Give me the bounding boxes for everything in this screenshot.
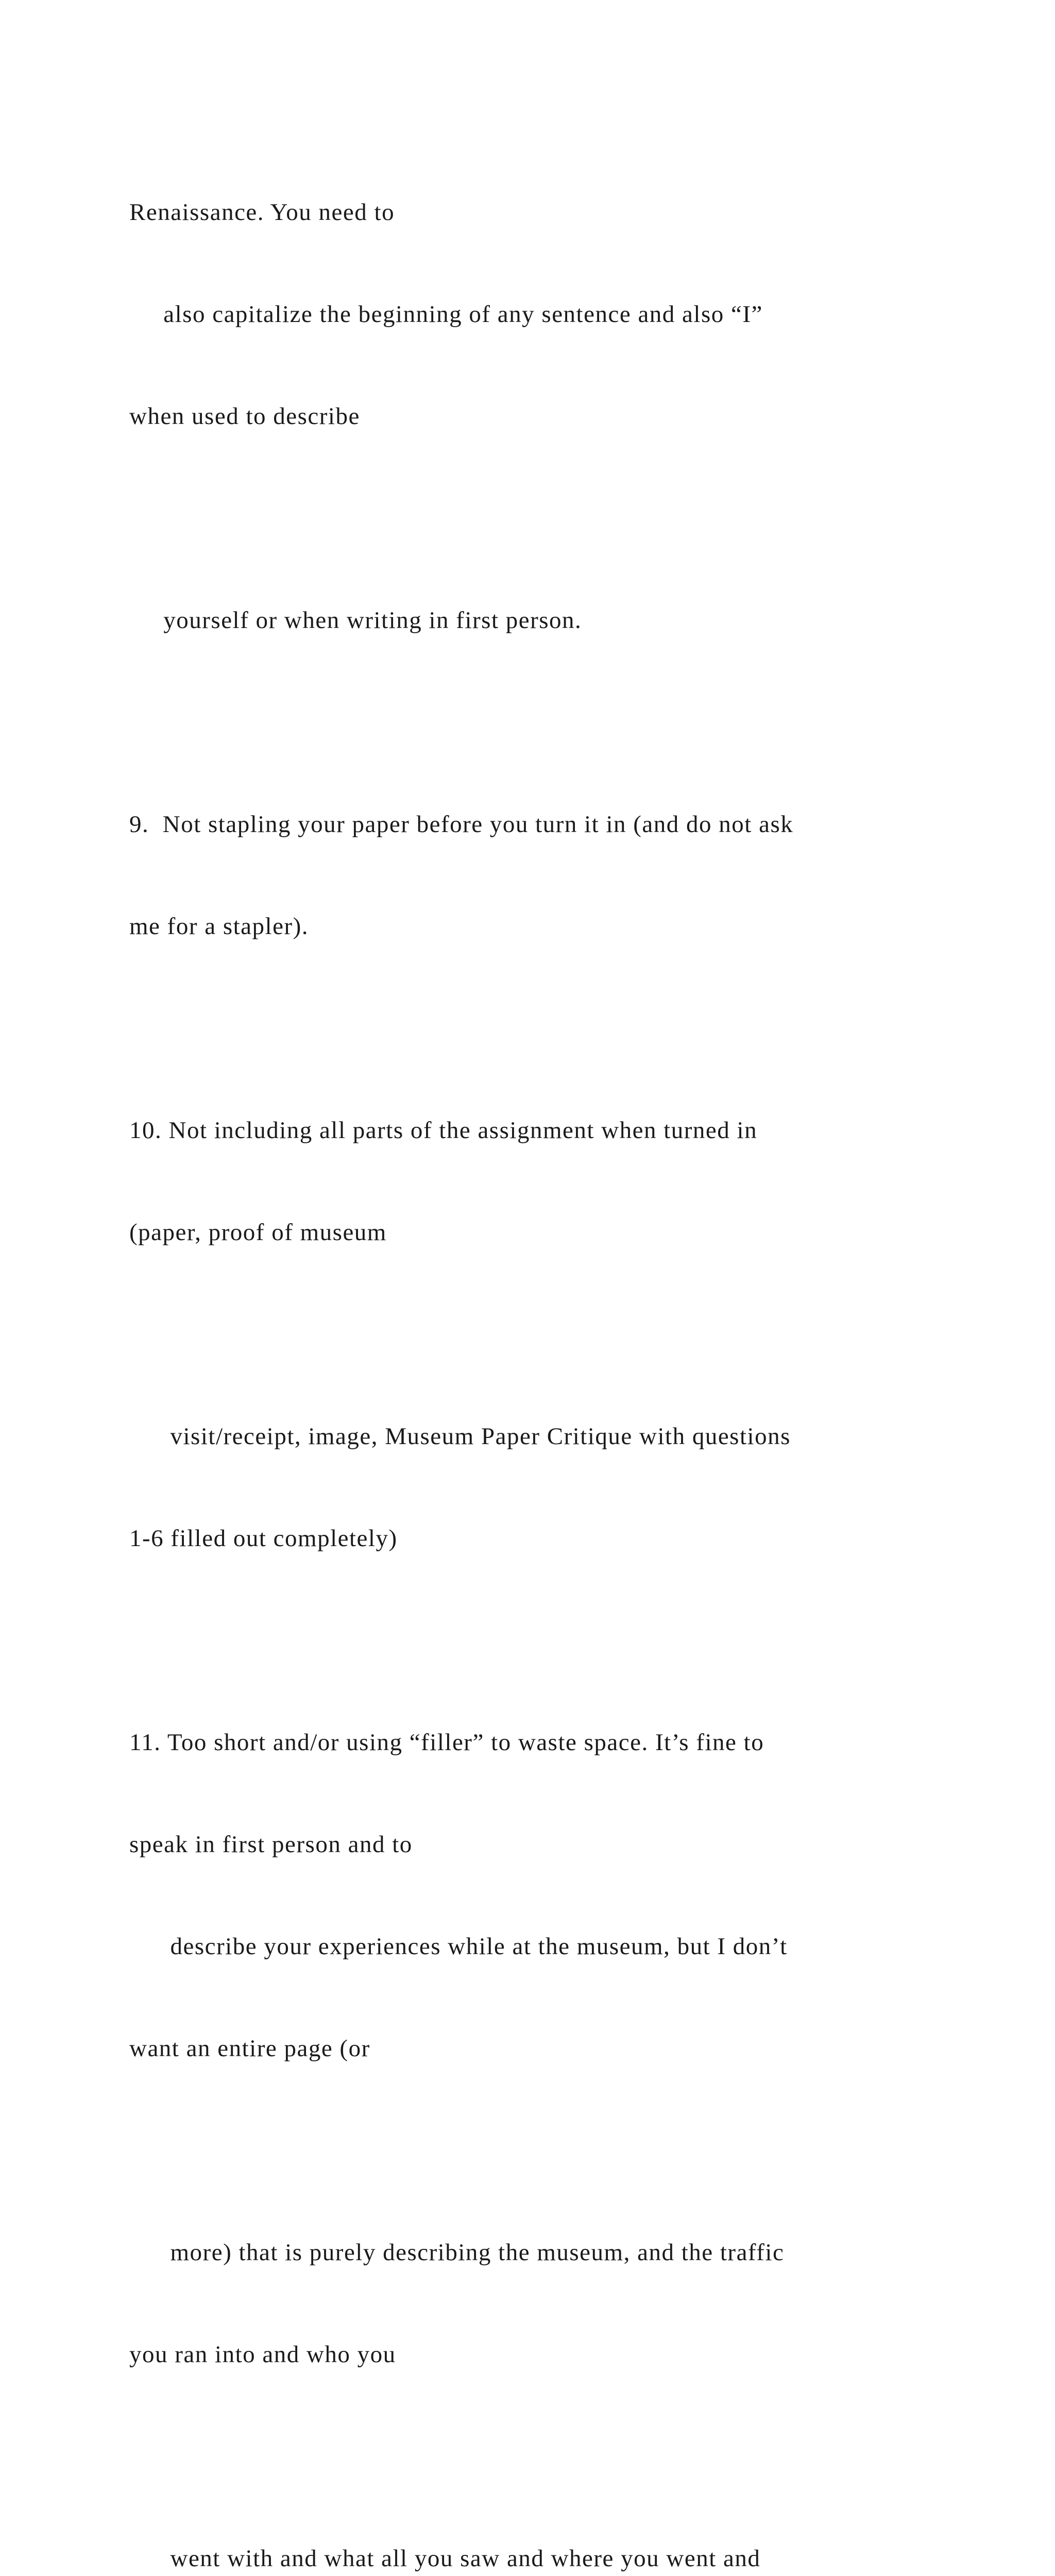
blank-line (129, 1011, 933, 1045)
text-line: me for a stapler). (129, 913, 309, 940)
text-line: also capitalize the beginning of any sentence and also “I” (129, 301, 763, 328)
text-line: want an entire page (or (129, 2035, 370, 2062)
blank-line (129, 2133, 933, 2167)
text-line: you ran into and who you (129, 2341, 396, 2368)
blank-line (129, 501, 933, 535)
text-line: yourself or when writing in first person. (129, 607, 582, 634)
text-line: (paper, proof of museum (129, 1219, 387, 1246)
text-line: when used to describe (129, 403, 360, 430)
text-line: describe your experiences while at the museum, but I don’t (129, 1933, 788, 1960)
blank-line (129, 1623, 933, 1657)
text-line: went with and what all you saw and where you went and (129, 2545, 761, 2572)
list-item-9: 9. Not stapling your paper before you turn it in (and do not ask (129, 811, 794, 838)
text-line: speak in first person and to (129, 1831, 413, 1858)
blank-line (129, 705, 933, 739)
list-item-10: 10. Not including all parts of the assignment when turned in (129, 1117, 758, 1144)
list-item-11: 11. Too short and/or using “filler” to waste space. It’s fine to (129, 1729, 764, 1756)
blank-line (129, 1317, 933, 1351)
text-line: Renaissance. You need to (129, 199, 395, 226)
text-line: visit/receipt, image, Museum Paper Critique with questions (129, 1423, 791, 1450)
blank-line (129, 2439, 933, 2473)
text-line: 1-6 filled out completely) (129, 1525, 398, 1552)
text-line: more) that is purely describing the museum, and the traffic (129, 2239, 785, 2266)
document-body (129, 127, 933, 2576)
